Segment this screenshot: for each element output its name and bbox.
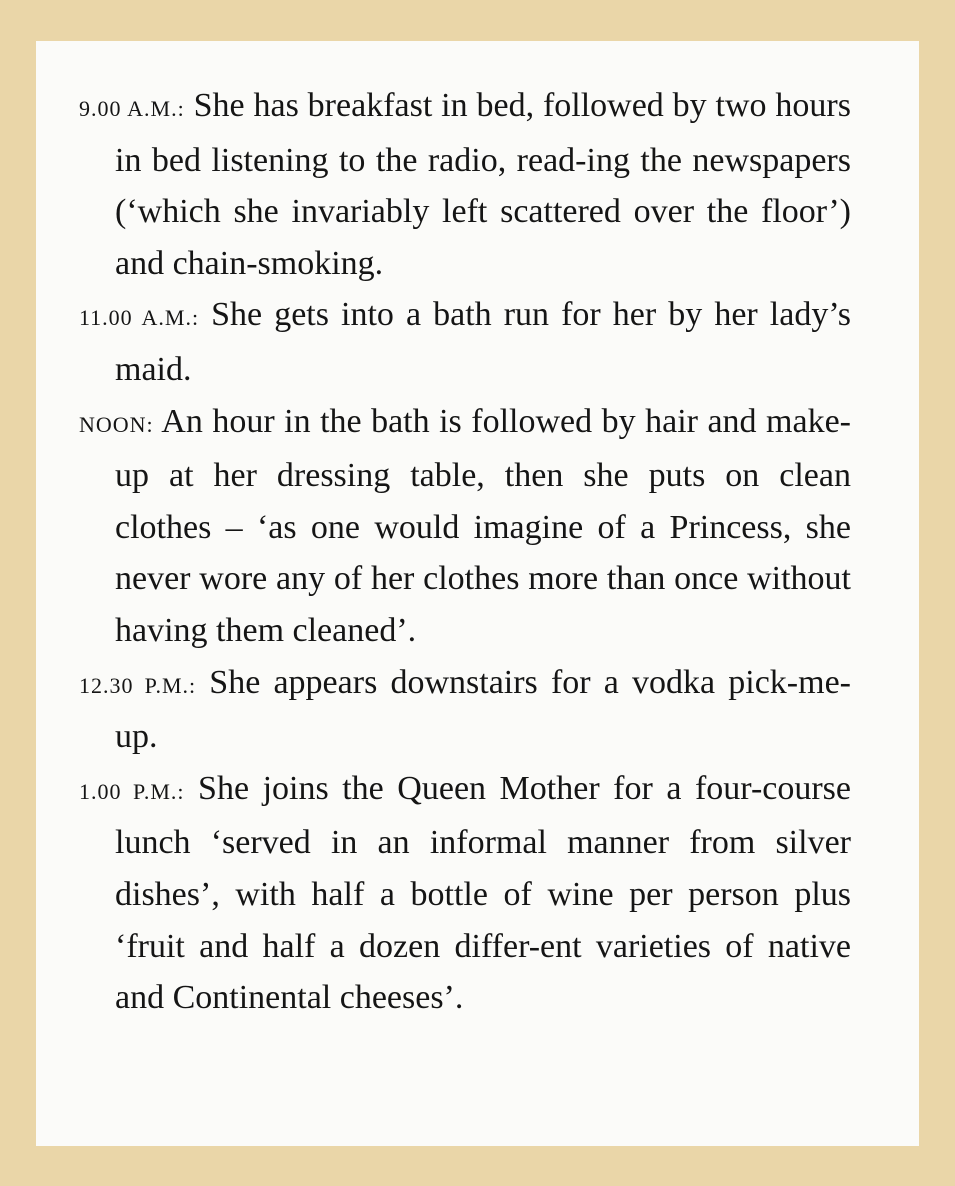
entry-text: She has breakfast in bed, followed by two hours in bed listening to the radio, read-ing the newspapers (‘which she invariably left scattered over the floor’) and chain-smoking. [115, 87, 851, 282]
entry-time: 11.00 A.M.: [79, 305, 200, 331]
schedule-entry [79, 657, 851, 763]
schedule-entry [79, 289, 851, 395]
entry-time: 12.30 P.M.: [79, 672, 197, 698]
schedule-list [79, 80, 851, 1024]
entry-time: 9.00 A.M.: [79, 96, 185, 121]
entry-text: She appears downstairs for a vodka pick-me-up. [115, 663, 851, 756]
entry-time: 1.00 P.M.: [79, 778, 185, 804]
schedule-entry [79, 80, 851, 289]
entry-time: NOON: [79, 411, 154, 437]
schedule-entry [79, 763, 851, 1024]
schedule-entry [79, 396, 851, 657]
entry-text: She joins the Queen Mother for a four-course lunch ‘served in an informal manner from silver dishes’, with half a bottle of wine per person plus ‘fruit and half a dozen differ-ent varieties of native and Continental cheeses’. [115, 769, 851, 1017]
entry-text: She gets into a bath run for her by her lady’s maid. [115, 296, 852, 388]
entry-text: An hour in the bath is followed by hair and make-up at her dressing table, then she puts on clean clothes – ‘as one would imagine of a Princess, she never wore any of her clothes more than once without having them cleaned’. [115, 402, 851, 649]
